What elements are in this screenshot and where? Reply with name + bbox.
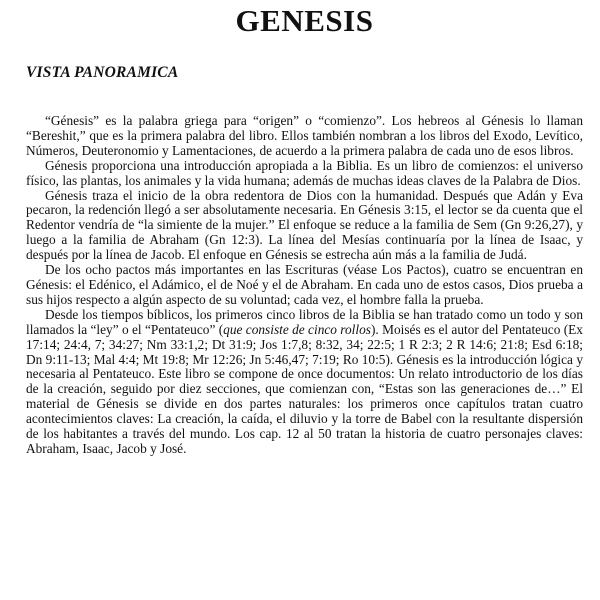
paragraph xyxy=(26,114,583,159)
paragraph xyxy=(26,159,583,189)
paragraph-text: Desde los tiempos bíblicos, los primeros cinco libros de la Biblia se han tratado como un todo y son llamados la “ley” o el “Pentateuco” ( xyxy=(26,306,583,337)
paragraph-emphasis: que consiste de cinco rollos xyxy=(223,321,371,337)
paragraph-text: “Génesis” es la palabra griega para “origen” o “comienzo”. Los hebreos al Génesis lo llaman “Bereshit,” que es la primera palabra del libro. Ellos también nombran a los libros del Exodo, Levítico, Números, Deuteronomio y Lamentaciones, de acuerdo a la primera palabra de cada uno de esos libros. xyxy=(26,113,583,158)
paragraph-text: ). Moisés es el autor del Pentateuco (Ex 17:14; 24:4, 7; 34:27; Nm 33:1,2; Dt 31:9; Jos 1:7,8; 8:32, 34; 22:5; 1 R 2:3; 2 R 14:6; 21:8; Esd 6:18; Dn 9:11-13; Mal 4:4; Mt 19:8; Mr 12:26; Jn 5:46,47; 7:19; Ro 10:5). Génesis es la introducción lógica y necesaria al Pentateuco. Este libro se compone de once documentos: Un relato introductorio de los días de la creación, seguido por diez secciones, que comienzan con, “Estas son las generaciones de…” El material de Génesis se divide en dos partes naturales: los primeros once capítulos tratan cuatro acontecimientos claves: La creación, la caída, el diluvio y la torre de Babel con la resultante dispersión de los habitantes a través del mundo. Los cap. 12 al 50 tratan la historia de cuatro personajes claves: Abraham, Isaac, Jacob y José. xyxy=(26,321,583,456)
paragraph xyxy=(26,189,583,264)
paragraph xyxy=(26,263,583,308)
paragraph-text: De los ocho pactos más importantes en las Escrituras (véase Los Pactos), cuatro se encuentran en Génesis: el Edénico, el Adámico, el de Noé y el de Abraham. En cada uno de estos casos, Dios prueba a sus hijos respecto a algún aspecto de su voluntad; cada vez, el hombre falla la prueba. xyxy=(26,262,583,307)
section-heading: VISTA PANORAMICA xyxy=(26,64,179,81)
paragraph-text: Génesis proporciona una introducción apropiada a la Biblia. Es un libro de comienzos: el universo físico, las plantas, los animales y la vida humana; además de muchas ideas claves de la Palabra de Dios. xyxy=(26,157,583,188)
paragraph-text: Génesis traza el inicio de la obra redentora de Dios con la humanidad. Después que Adán y Eva pecaron, la redención llegó a ser absolutamente necesaria. En Génesis 3:15, el lector se da cuenta que el Redentor vendría de “la simiente de la mujer.” El enfoque se reduce a la familia de Sem (Gn 9:26,27), y luego a la familia de Abraham (Gn 12:3). La línea del Mesías continuaría por la línea de Isaac, y después por la línea de Jacob. El enfoque en Génesis se estrecha aún más a la familia de Judá. xyxy=(26,187,583,263)
paragraph xyxy=(26,308,583,457)
document-body xyxy=(26,114,583,457)
document-title: GENESIS xyxy=(235,3,374,38)
